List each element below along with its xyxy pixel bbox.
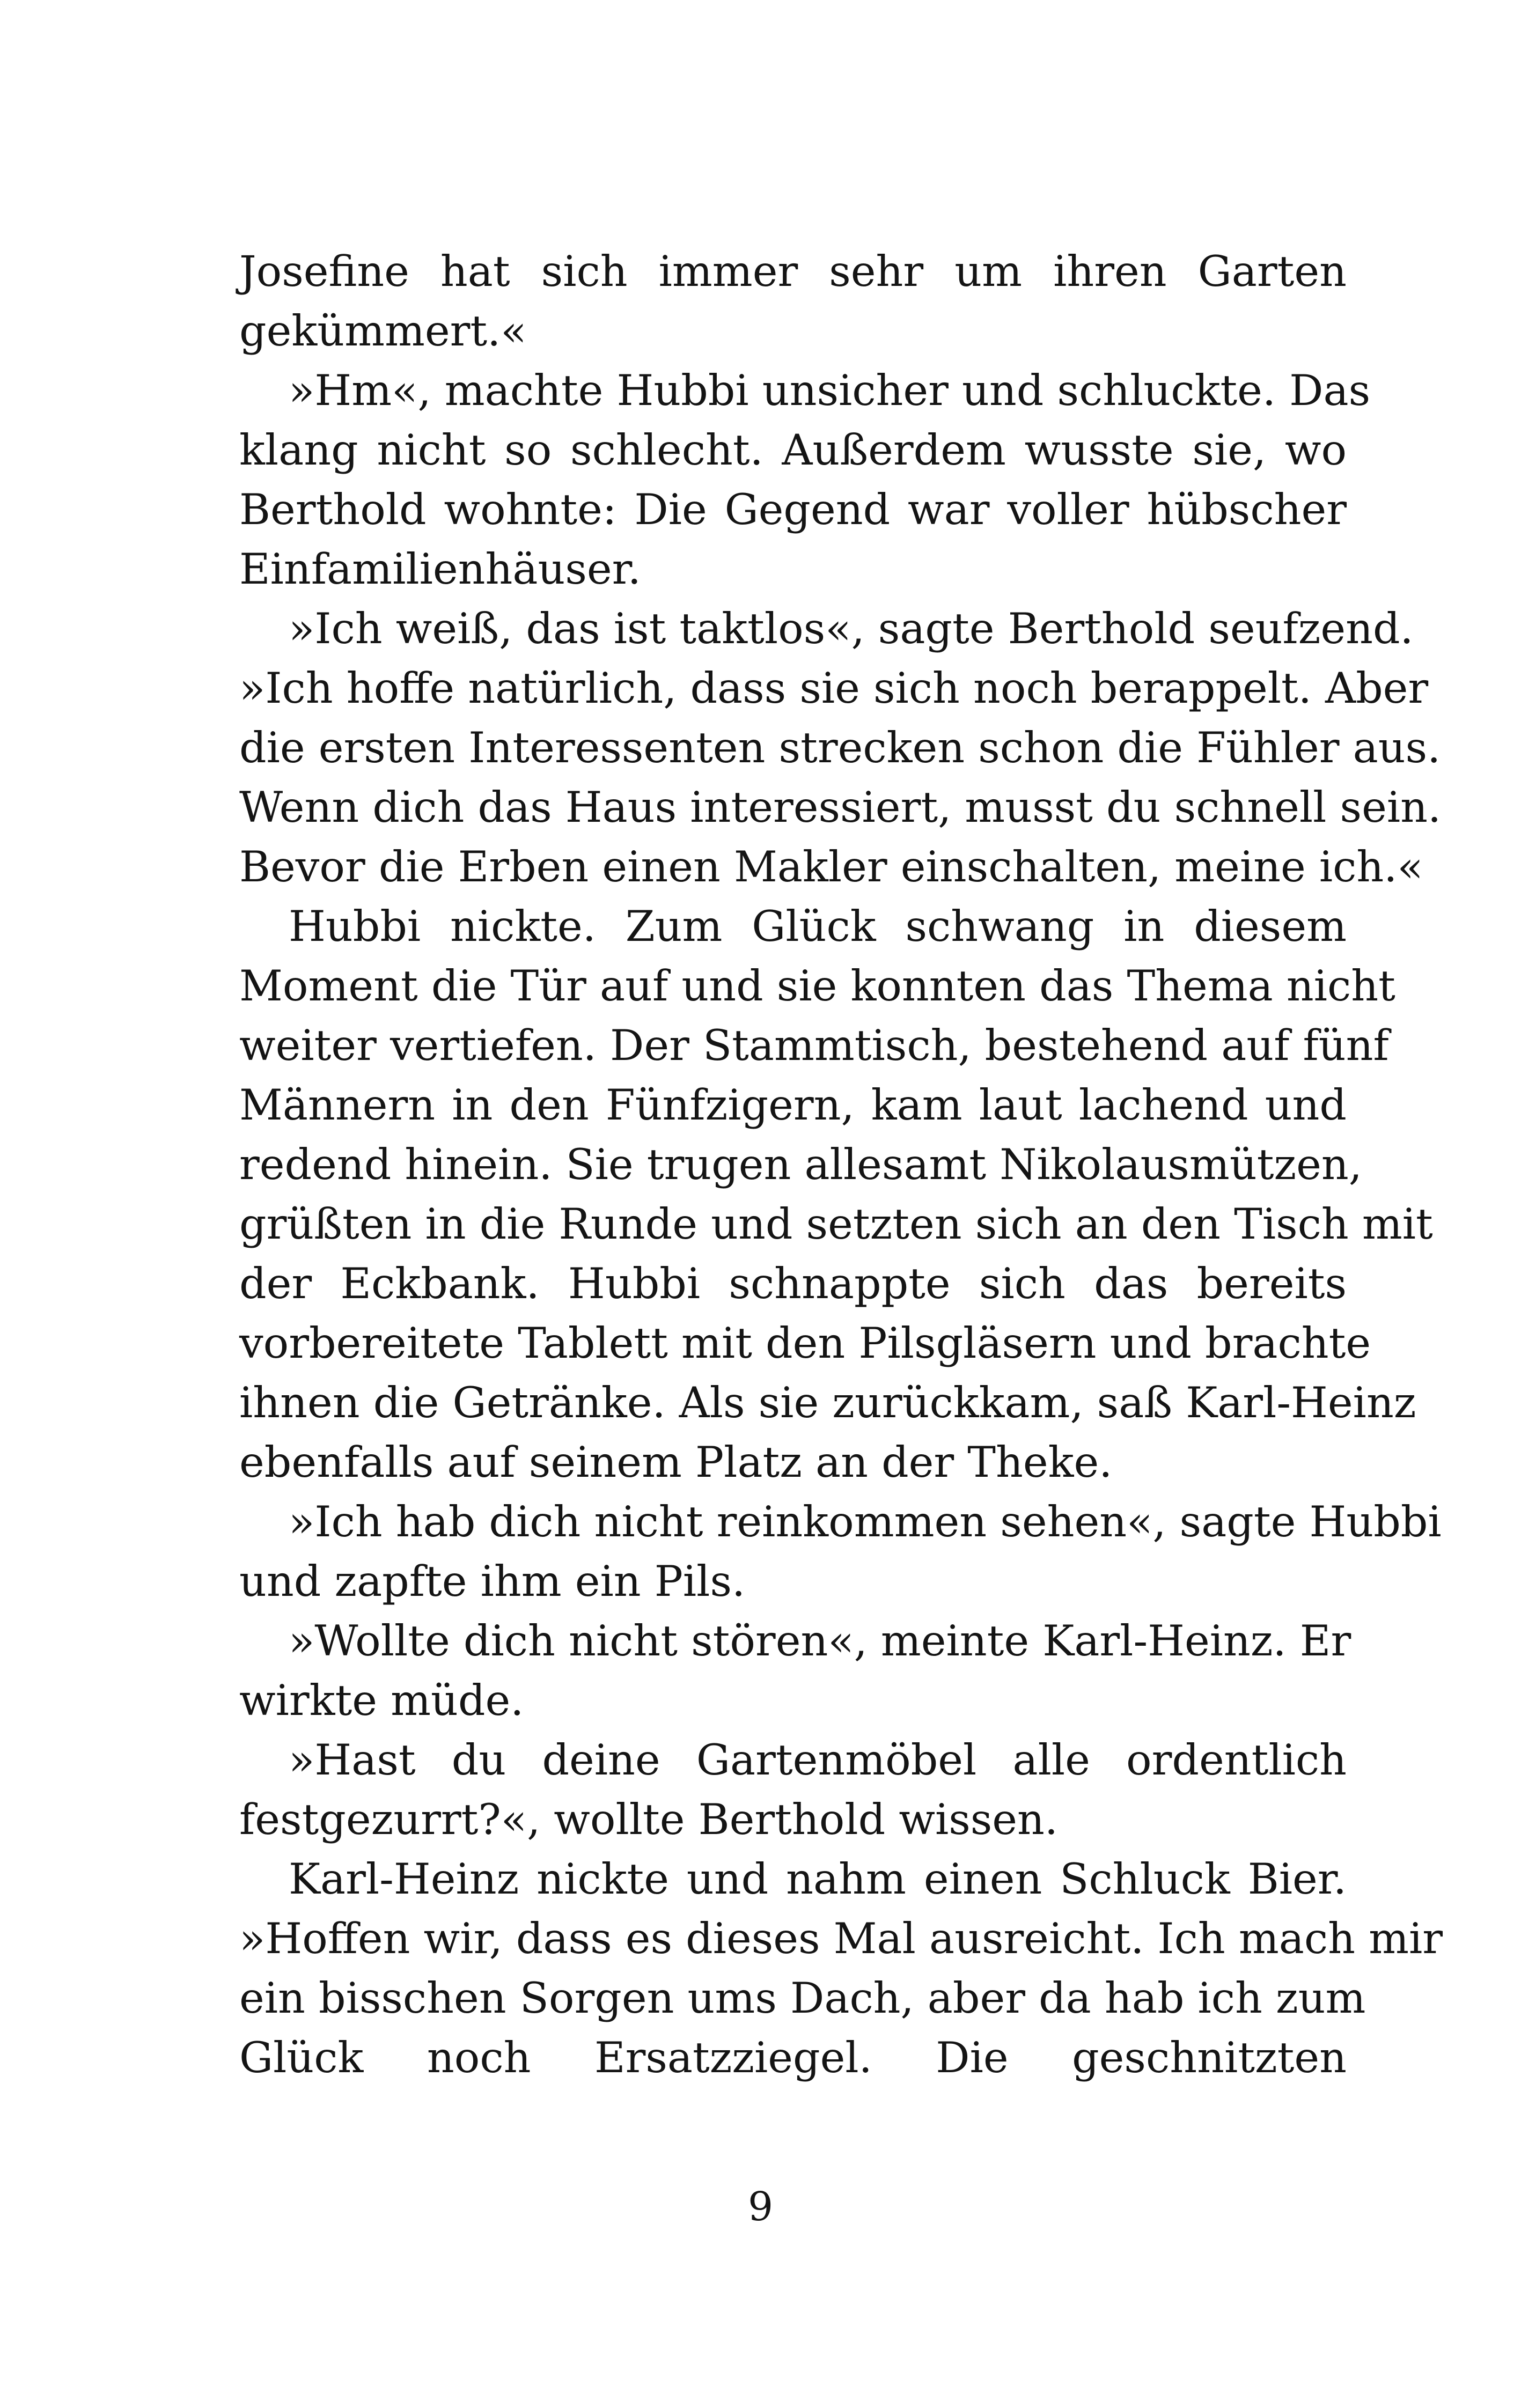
text-line: vorbereitete Tablett mit den Pilsgläsern und brachte — [239, 1319, 1371, 1368]
text-line: »Hm«, machte Hubbi unsicher und schluckte. Das — [289, 366, 1371, 415]
text-line: festgezurrt?«, wollte Berthold wissen. — [239, 1795, 1059, 1844]
text-line: redend hinein. Sie trugen allesamt Nikolausmützen, — [239, 1140, 1362, 1189]
text-line: Wenn dich das Haus interessiert, musst du schnell sein. — [239, 783, 1442, 832]
text-line: »Ich hoffe natürlich, dass sie sich noch berappelt. Aber — [239, 664, 1429, 713]
text-line: ihnen die Getränke. Als sie zurückkam, saß Karl-Heinz — [239, 1378, 1416, 1427]
text-line: der Eckbank. Hubbi schnappte sich das bereits — [239, 1259, 1347, 1308]
text-line: Einfamilienhäuser. — [239, 544, 641, 594]
text-line: Hubbi nickte. Zum Glück schwang in diesem — [289, 902, 1347, 951]
text-line: die ersten Interessenten strecken schon die Fühler aus. — [239, 723, 1441, 772]
text-line: Männern in den Fünfzigern, kam laut lachend und — [239, 1080, 1347, 1130]
text-line: »Ich weiß, das ist taktlos«, sagte Berthold seufzend. — [289, 604, 1414, 653]
text-line: Josefine hat sich immer sehr um ihren Garten — [239, 247, 1347, 296]
text-line: »Wollte dich nicht stören«, meinte Karl-Heinz. Er — [289, 1616, 1351, 1666]
text-line: gekümmert.« — [239, 306, 527, 356]
text-line: wirkte müde. — [239, 1676, 524, 1725]
text-line: »Ich hab dich nicht reinkommen sehen«, sagte Hubbi — [289, 1497, 1442, 1547]
text-line: »Hast du deine Gartenmöbel alle ordentlich — [289, 1735, 1347, 1785]
text-line: grüßten in die Runde und setzten sich an den Tisch mit — [239, 1199, 1433, 1249]
text-line: Karl-Heinz nickte und nahm einen Schluck Bier. — [289, 1854, 1347, 1904]
text-line: »Hoffen wir, dass es dieses Mal ausreicht. Ich mach mir — [239, 1914, 1443, 1963]
text-line: und zapfte ihm ein Pils. — [239, 1557, 746, 1606]
page-number: 9 — [747, 2184, 774, 2230]
text-line: Moment die Tür auf und sie konnten das Thema nicht — [239, 961, 1395, 1011]
text-line: weiter vertiefen. Der Stammtisch, bestehend auf fünf — [239, 1021, 1389, 1070]
body-text — [239, 0, 1443, 2408]
text-line: Berthold wohnte: Die Gegend war voller hübscher — [239, 485, 1347, 534]
text-line: klang nicht so schlecht. Außerdem wusste sie, wo — [239, 425, 1347, 475]
text-line: ebenfalls auf seinem Platz an der Theke. — [239, 1438, 1113, 1487]
text-line: ein bisschen Sorgen ums Dach, aber da hab ich zum — [239, 1973, 1366, 2023]
text-line: Glück noch Ersatzziegel. Die geschnitzten — [239, 2033, 1347, 2082]
text-line: Bevor die Erben einen Makler einschalten, meine ich.« — [239, 842, 1423, 892]
